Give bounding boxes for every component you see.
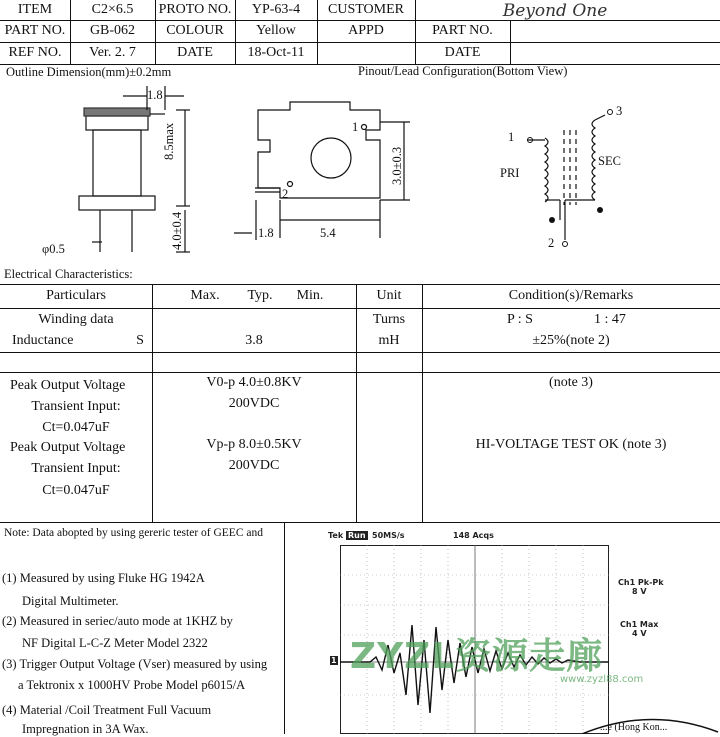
- peak1-l2: Transient Input:: [31, 399, 121, 414]
- date-label: DATE: [177, 45, 213, 60]
- sec-label: SEC: [598, 154, 621, 168]
- peak2-v1: Vp-p 8.0±0.5KV: [206, 437, 302, 452]
- proto-label: PROTO NO.: [158, 2, 232, 17]
- date-value: 18-Oct-11: [247, 45, 305, 60]
- peak2-l1: Peak Output Voltage: [10, 440, 126, 455]
- outline-title: Outline Dimension(mm)±0.2mm: [6, 65, 172, 79]
- appd-label: APPD: [348, 23, 384, 38]
- col-particulars: Particulars: [46, 288, 106, 303]
- note-1b: Digital Multimeter.: [22, 594, 119, 608]
- colour-value: Yellow: [256, 23, 296, 38]
- winding-label: Winding data: [38, 312, 114, 327]
- dim-diameter: φ0.5: [42, 242, 65, 256]
- inductance-value: 3.8: [245, 333, 263, 348]
- notes-divider: [284, 522, 285, 734]
- peak1-cond: (note 3): [549, 375, 593, 390]
- scope-ch1pk-label: Ch1 Pk-Pk: [618, 578, 664, 587]
- col-min: Min.: [296, 288, 324, 303]
- customer-date-label: DATE: [444, 45, 481, 60]
- electrical-title: Electrical Characteristics:: [4, 267, 133, 281]
- col-conditions: Condition(s)/Remarks: [508, 288, 634, 303]
- dim-height: 8.5max: [162, 122, 176, 160]
- scope-rate: 50MS/s: [372, 531, 405, 540]
- customer-label: CUSTOMER: [328, 2, 404, 17]
- note-3b: a Tektronix x 1000HV Probe Model p6015/A: [18, 678, 246, 692]
- outline-drawing: [0, 80, 720, 270]
- part-no-value: GB-062: [89, 23, 136, 38]
- peak1-l1: Peak Output Voltage: [10, 378, 126, 393]
- note-intro: Note: Data abopted by using gereric tester of GEEC and: [4, 527, 263, 539]
- ref-no-label: REF NO.: [8, 45, 62, 60]
- customer-part-label: PART NO.: [432, 23, 493, 38]
- scope-mode: Run: [348, 531, 366, 540]
- proto-value: YP-63-4: [251, 2, 301, 17]
- col-typ: Typ.: [247, 288, 273, 303]
- item-value: C2×6.5: [91, 2, 134, 17]
- coil-cap: [84, 108, 150, 116]
- schem-pin1: 1: [508, 130, 515, 144]
- peak1-v1: V0-p 4.0±0.8KV: [206, 375, 302, 390]
- note-2b: NF Digital L-C-Z Meter Model 2322: [22, 636, 208, 650]
- watermark-url: www.zyzl88.com: [560, 674, 644, 685]
- customer-signature: Beyond One: [502, 1, 608, 21]
- ref-no-value: Ver. 2. 7: [89, 45, 136, 60]
- peak2-v2: 200VDC: [228, 458, 280, 473]
- scope-acqs: 148 Acqs: [453, 531, 494, 540]
- part-no-label: PART NO.: [4, 23, 66, 38]
- primary-coil: [545, 138, 548, 202]
- dim-pitch: 3.0±0.3: [390, 146, 404, 185]
- schem-pin2: 2: [548, 236, 555, 250]
- colour-label: COLOUR: [166, 23, 224, 38]
- note-4b: Impregnation in 3A Wax.: [22, 722, 149, 736]
- col-unit: Unit: [376, 288, 402, 303]
- coil-body: [93, 130, 141, 196]
- inductance-suffix: S: [136, 333, 144, 348]
- note-2a: (2) Measured in seriec/auto mode at 1KHZ by: [2, 614, 233, 628]
- pri-label: PRI: [500, 166, 520, 180]
- scope-brand: Tek: [328, 531, 344, 540]
- bobbin-base: [79, 196, 155, 210]
- peak1-v2: 200VDC: [228, 396, 280, 411]
- inductance-label: Inductance: [12, 333, 74, 348]
- item-label: ITEM: [17, 2, 53, 17]
- bobbin-top-view: [258, 102, 380, 198]
- pin-2-label: 2: [282, 187, 289, 201]
- winding-cond-b: 1 : 47: [594, 312, 626, 327]
- note-3a: (3) Trigger Output Voltage (Vser) measured by using: [2, 657, 268, 671]
- dim-width: 5.4: [320, 226, 336, 240]
- watermark-text: ZYZL资源走廊: [350, 636, 604, 677]
- scope-ch1pk-value: 8 V: [632, 587, 647, 596]
- inductance-unit: mH: [378, 333, 400, 348]
- winding-cond-a: P : S: [507, 312, 533, 327]
- col-max: Max.: [190, 288, 220, 303]
- dim-lead: 4.0±0.4: [170, 211, 184, 250]
- core-hole: [311, 138, 351, 178]
- scope-ch1max-label: Ch1 Max: [620, 620, 659, 629]
- pin-1-label: 1: [352, 120, 359, 134]
- schem-pin3: 3: [616, 104, 623, 118]
- peak1-l3: Ct=0.047uF: [42, 420, 110, 435]
- note-4a: (4) Material /Coil Treatment Full Vacuum: [2, 703, 212, 717]
- pinout-title: Pinout/Lead Configuration(Bottom View): [358, 64, 568, 78]
- scope-ch1max-value: 4 V: [632, 629, 647, 638]
- peak2-cond: HI-VOLTAGE TEST OK (note 3): [475, 437, 667, 452]
- dim-top: 1.8: [147, 88, 163, 102]
- peak2-l2: Transient Input:: [31, 461, 121, 476]
- peak2-l3: Ct=0.047uF: [42, 483, 110, 498]
- dim-lead2: 1.8: [258, 226, 274, 240]
- winding-unit: Turns: [372, 312, 406, 327]
- secondary-coil: [592, 120, 595, 200]
- note-1a: (1) Measured by using Fluke HG 1942A: [2, 571, 205, 585]
- stamp-text: ...e (Hong Kon...: [600, 722, 668, 733]
- scope-channel-marker: 1: [331, 656, 337, 665]
- bobbin-top: [86, 116, 148, 130]
- inductance-cond: ±25%(note 2): [532, 333, 610, 348]
